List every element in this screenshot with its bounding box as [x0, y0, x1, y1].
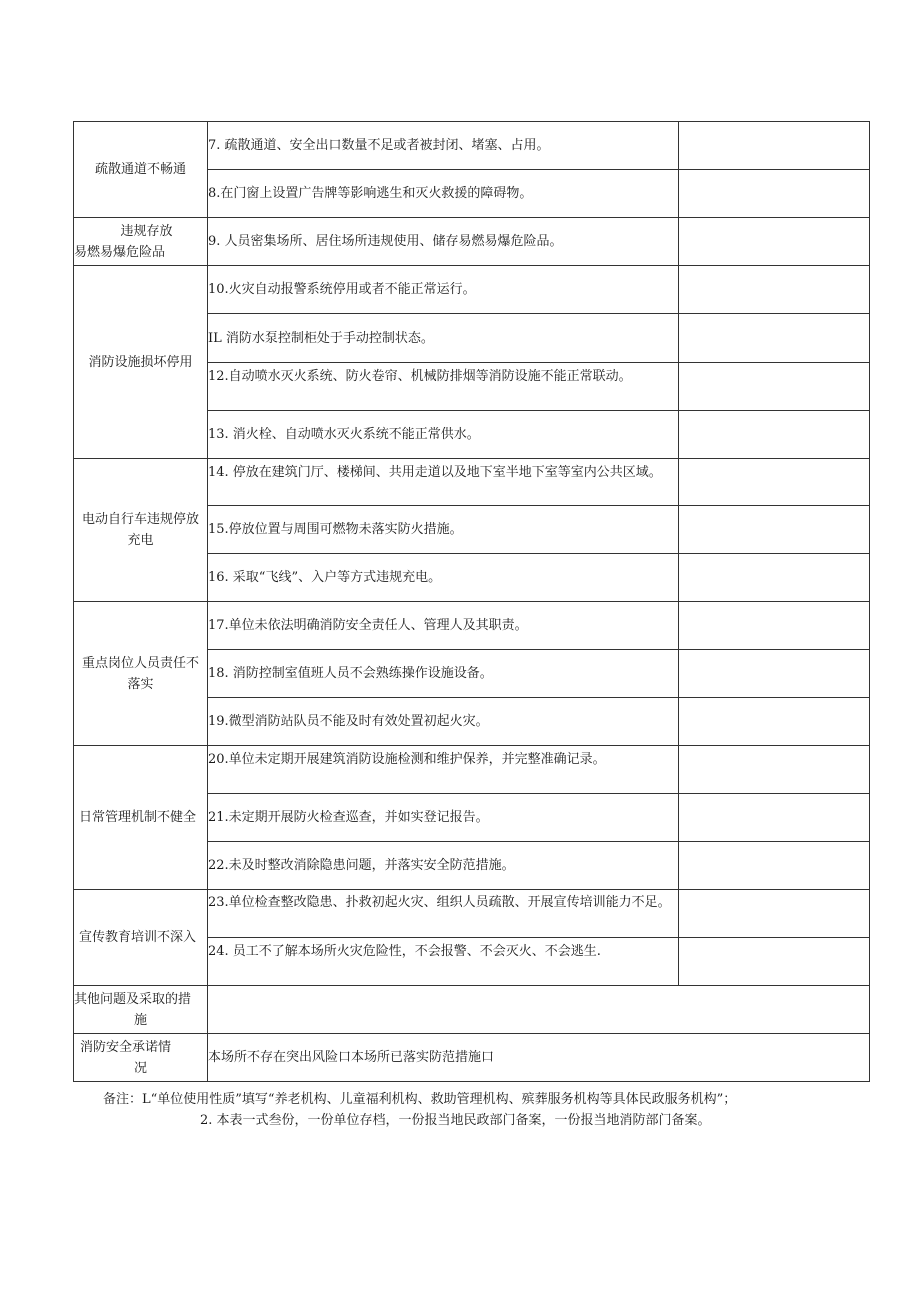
category-label: 重点岗位人员责任不 — [81, 655, 199, 671]
check-cell[interactable] — [679, 459, 870, 506]
check-cell[interactable] — [679, 314, 870, 363]
item-7: 7. 疏散通道、安全出口数量不足或者被封闭、堵塞、占用。 — [208, 122, 679, 170]
other-label-line: 其他问题及采取的措 — [74, 991, 192, 1007]
category-daily-management — [74, 746, 208, 890]
other-issues-field[interactable] — [208, 986, 870, 1034]
remarks — [103, 1089, 736, 1131]
check-cell[interactable] — [679, 363, 870, 411]
item-24: 24. 员工不了解本场所火灾危险性，不会报警、不会灭火、不会逃生. — [208, 938, 679, 986]
check-cell[interactable] — [679, 602, 870, 650]
commitment-label-line: 况 — [134, 1060, 148, 1076]
category-education — [74, 890, 208, 986]
table-row — [74, 986, 870, 1034]
item-23: 23.单位检查整改隐患、扑救初起火灾、组织人员疏散、开展宣传培训能力不足。 — [208, 890, 679, 938]
check-cell[interactable] — [679, 890, 870, 938]
commitment-label — [74, 1034, 208, 1082]
check-cell[interactable] — [679, 411, 870, 459]
category-evacuation — [74, 122, 208, 218]
remark-line-2: 2. 本表一式叁份，一份单位存档，一份报当地民政部门备案，一份报当地消防部门备案。 — [200, 1113, 711, 1128]
category-label: 疏散通道不畅通 — [94, 162, 186, 177]
check-cell[interactable] — [679, 938, 870, 986]
table-row — [74, 1034, 870, 1082]
category-label: 电动自行车违规停放 — [81, 512, 199, 527]
item-12: 12.自动喷水灭火系统、防火卷帘、机械防排烟等消防设施不能正常联动。 — [208, 363, 679, 411]
category-label: 充电 — [127, 533, 154, 548]
remark-line-1: 备注：L“单位使用性质”填写“养老机构、儿童福利机构、救助管理机构、殡葬服务机构等具体民政服务机构”； — [103, 1092, 737, 1107]
item-21: 21.未定期开展防火检查巡查，并如实登记报告。 — [208, 794, 679, 842]
table-row — [74, 122, 870, 170]
category-label: 消防设施损坏停用 — [88, 354, 193, 370]
other-label-line: 施 — [133, 1012, 147, 1028]
commitment-text[interactable]: 本场所不存在突出风险口本场所已落实防范措施口 — [208, 1034, 870, 1082]
table-row — [74, 218, 870, 266]
category-label: 落实 — [127, 676, 154, 692]
item-9: 9. 人员密集场所、居住场所违规使用、储存易燃易爆危险品。 — [208, 218, 679, 266]
table-row — [74, 746, 870, 794]
item-11: IL 消防水泵控制柜处于手动控制状态。 — [208, 314, 679, 363]
check-cell[interactable] — [679, 794, 870, 842]
item-20: 20.单位未定期开展建筑消防设施检测和维护保养，并完整准确记录。 — [208, 746, 679, 794]
item-17: 17.单位未依法明确消防安全责任人、管理人及其职责。 — [208, 602, 679, 650]
check-cell[interactable] — [679, 554, 870, 602]
item-14: 14. 停放在建筑门厅、楼梯间、共用走道以及地下室半地下室等室内公共区域。 — [208, 459, 679, 506]
item-13: 13. 消火栓、自动喷水灭火系统不能正常供水。 — [208, 411, 679, 459]
check-cell[interactable] — [679, 122, 870, 170]
category-label: 宣传教育培训不深入 — [79, 930, 197, 945]
item-8: 8.在门窗上设置广告牌等影响逃生和灭火救援的障碍物。 — [208, 170, 679, 218]
check-cell[interactable] — [679, 170, 870, 218]
category-label: 违规存放 — [120, 223, 173, 239]
check-cell[interactable] — [679, 506, 870, 554]
item-16: 16. 采取“飞线”、入户等方式违规充电。 — [208, 554, 679, 602]
category-label: 日常管理机制不健全 — [79, 810, 197, 825]
item-19: 19.微型消防站队员不能及时有效处置初起火灾。 — [208, 698, 679, 746]
check-cell[interactable] — [679, 650, 870, 698]
category-hazardous-storage — [74, 218, 208, 266]
table-row — [74, 266, 870, 314]
commitment-label-line: 消防安全承诺情 — [80, 1039, 172, 1055]
check-cell[interactable] — [679, 218, 870, 266]
item-15: 15.停放位置与周围可燃物未落实防火措施。 — [208, 506, 679, 554]
check-cell[interactable] — [679, 842, 870, 890]
check-cell[interactable] — [679, 698, 870, 746]
table-row — [74, 602, 870, 650]
fire-safety-checklist-table — [73, 121, 870, 1082]
category-label: 易燃易爆危险品 — [74, 244, 166, 260]
check-cell[interactable] — [679, 266, 870, 314]
check-cell[interactable] — [679, 746, 870, 794]
item-22: 22.未及时整改消除隐患问题，并落实安全防范措施。 — [208, 842, 679, 890]
item-18: 18. 消防控制室值班人员不会熟练操作设施设备。 — [208, 650, 679, 698]
item-10: 10.火灾自动报警系统停用或者不能正常运行。 — [208, 266, 679, 314]
table-row — [74, 890, 870, 938]
other-issues-label — [74, 986, 208, 1034]
category-key-personnel — [74, 602, 208, 746]
table-row — [74, 459, 870, 506]
category-ebike — [74, 459, 208, 602]
category-fire-facilities — [74, 266, 208, 459]
